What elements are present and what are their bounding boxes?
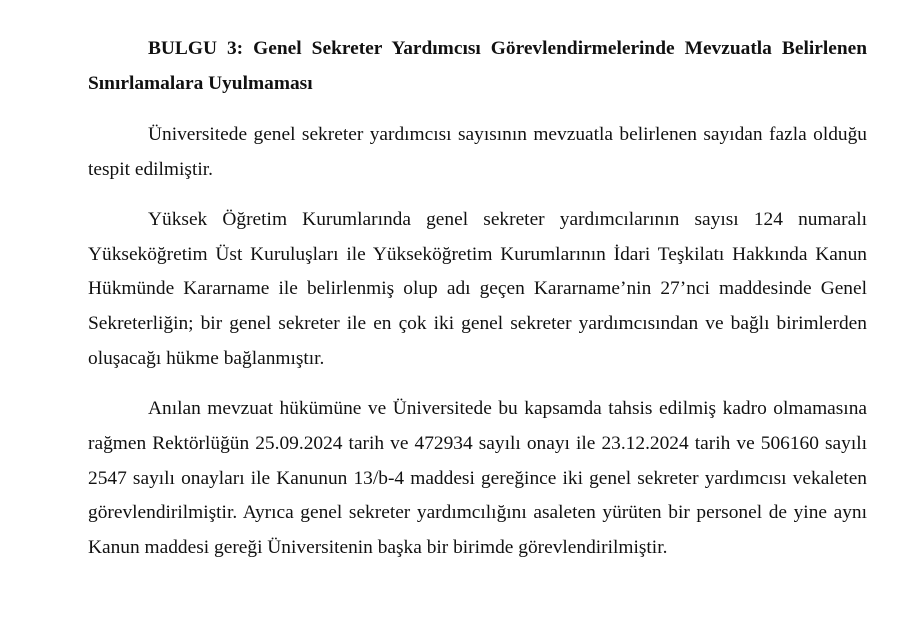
document-page — [88, 32, 867, 566]
details-paragraph: Anılan mevzuat hükümüne ve Üniversitede bu kapsamda tahsis edilmiş kadro olmamasına rağmen Rektörlüğün 25.09.2024 tarih ve 472934 sayılı onayı ile 23.12.2024 tarih ve 506160 sayılı 2547 sayılı onayları ile Kanunun 13/b-4 maddesi gereğince iki genel sekreter yardımcısı vekaleten görevlendirilmiştir. Ayrıca genel sekreter yardımcılığını asaleten yürüten bir personel de yine aynı Kanun maddesi gereği Üniversitenin başka bir birimde görevlendirilmiştir. — [88, 398, 867, 559]
finding-summary-paragraph: Üniversitede genel sekreter yardımcısı sayısının mevzuatla belirlenen sayıdan fazla olduğu tespit edilmiştir. — [88, 124, 867, 181]
finding-heading: BULGU 3: Genel Sekreter Yardımcısı Görevlendirmelerinde Mevzuatla Belirlenen Sınırlamalara Uyulmaması — [88, 38, 867, 94]
legal-basis-paragraph: Yüksek Öğretim Kurumlarında genel sekreter yardımcılarının sayısı 124 numaralı Yükseköğretim Üst Kuruluşları ile Yükseköğretim Kurumlarının İdari Teşkilatı Hakkında Kanun Hükmünde Kararname ile belirlenmiş olup adı geçen Kararname’nin 27’nci maddesinde Genel Sekreterliğin; bir genel sekreter ile en çok iki genel sekreter yardımcısından ve bağlı birimlerden oluşacağı hükme bağlanmıştır. — [88, 208, 867, 369]
